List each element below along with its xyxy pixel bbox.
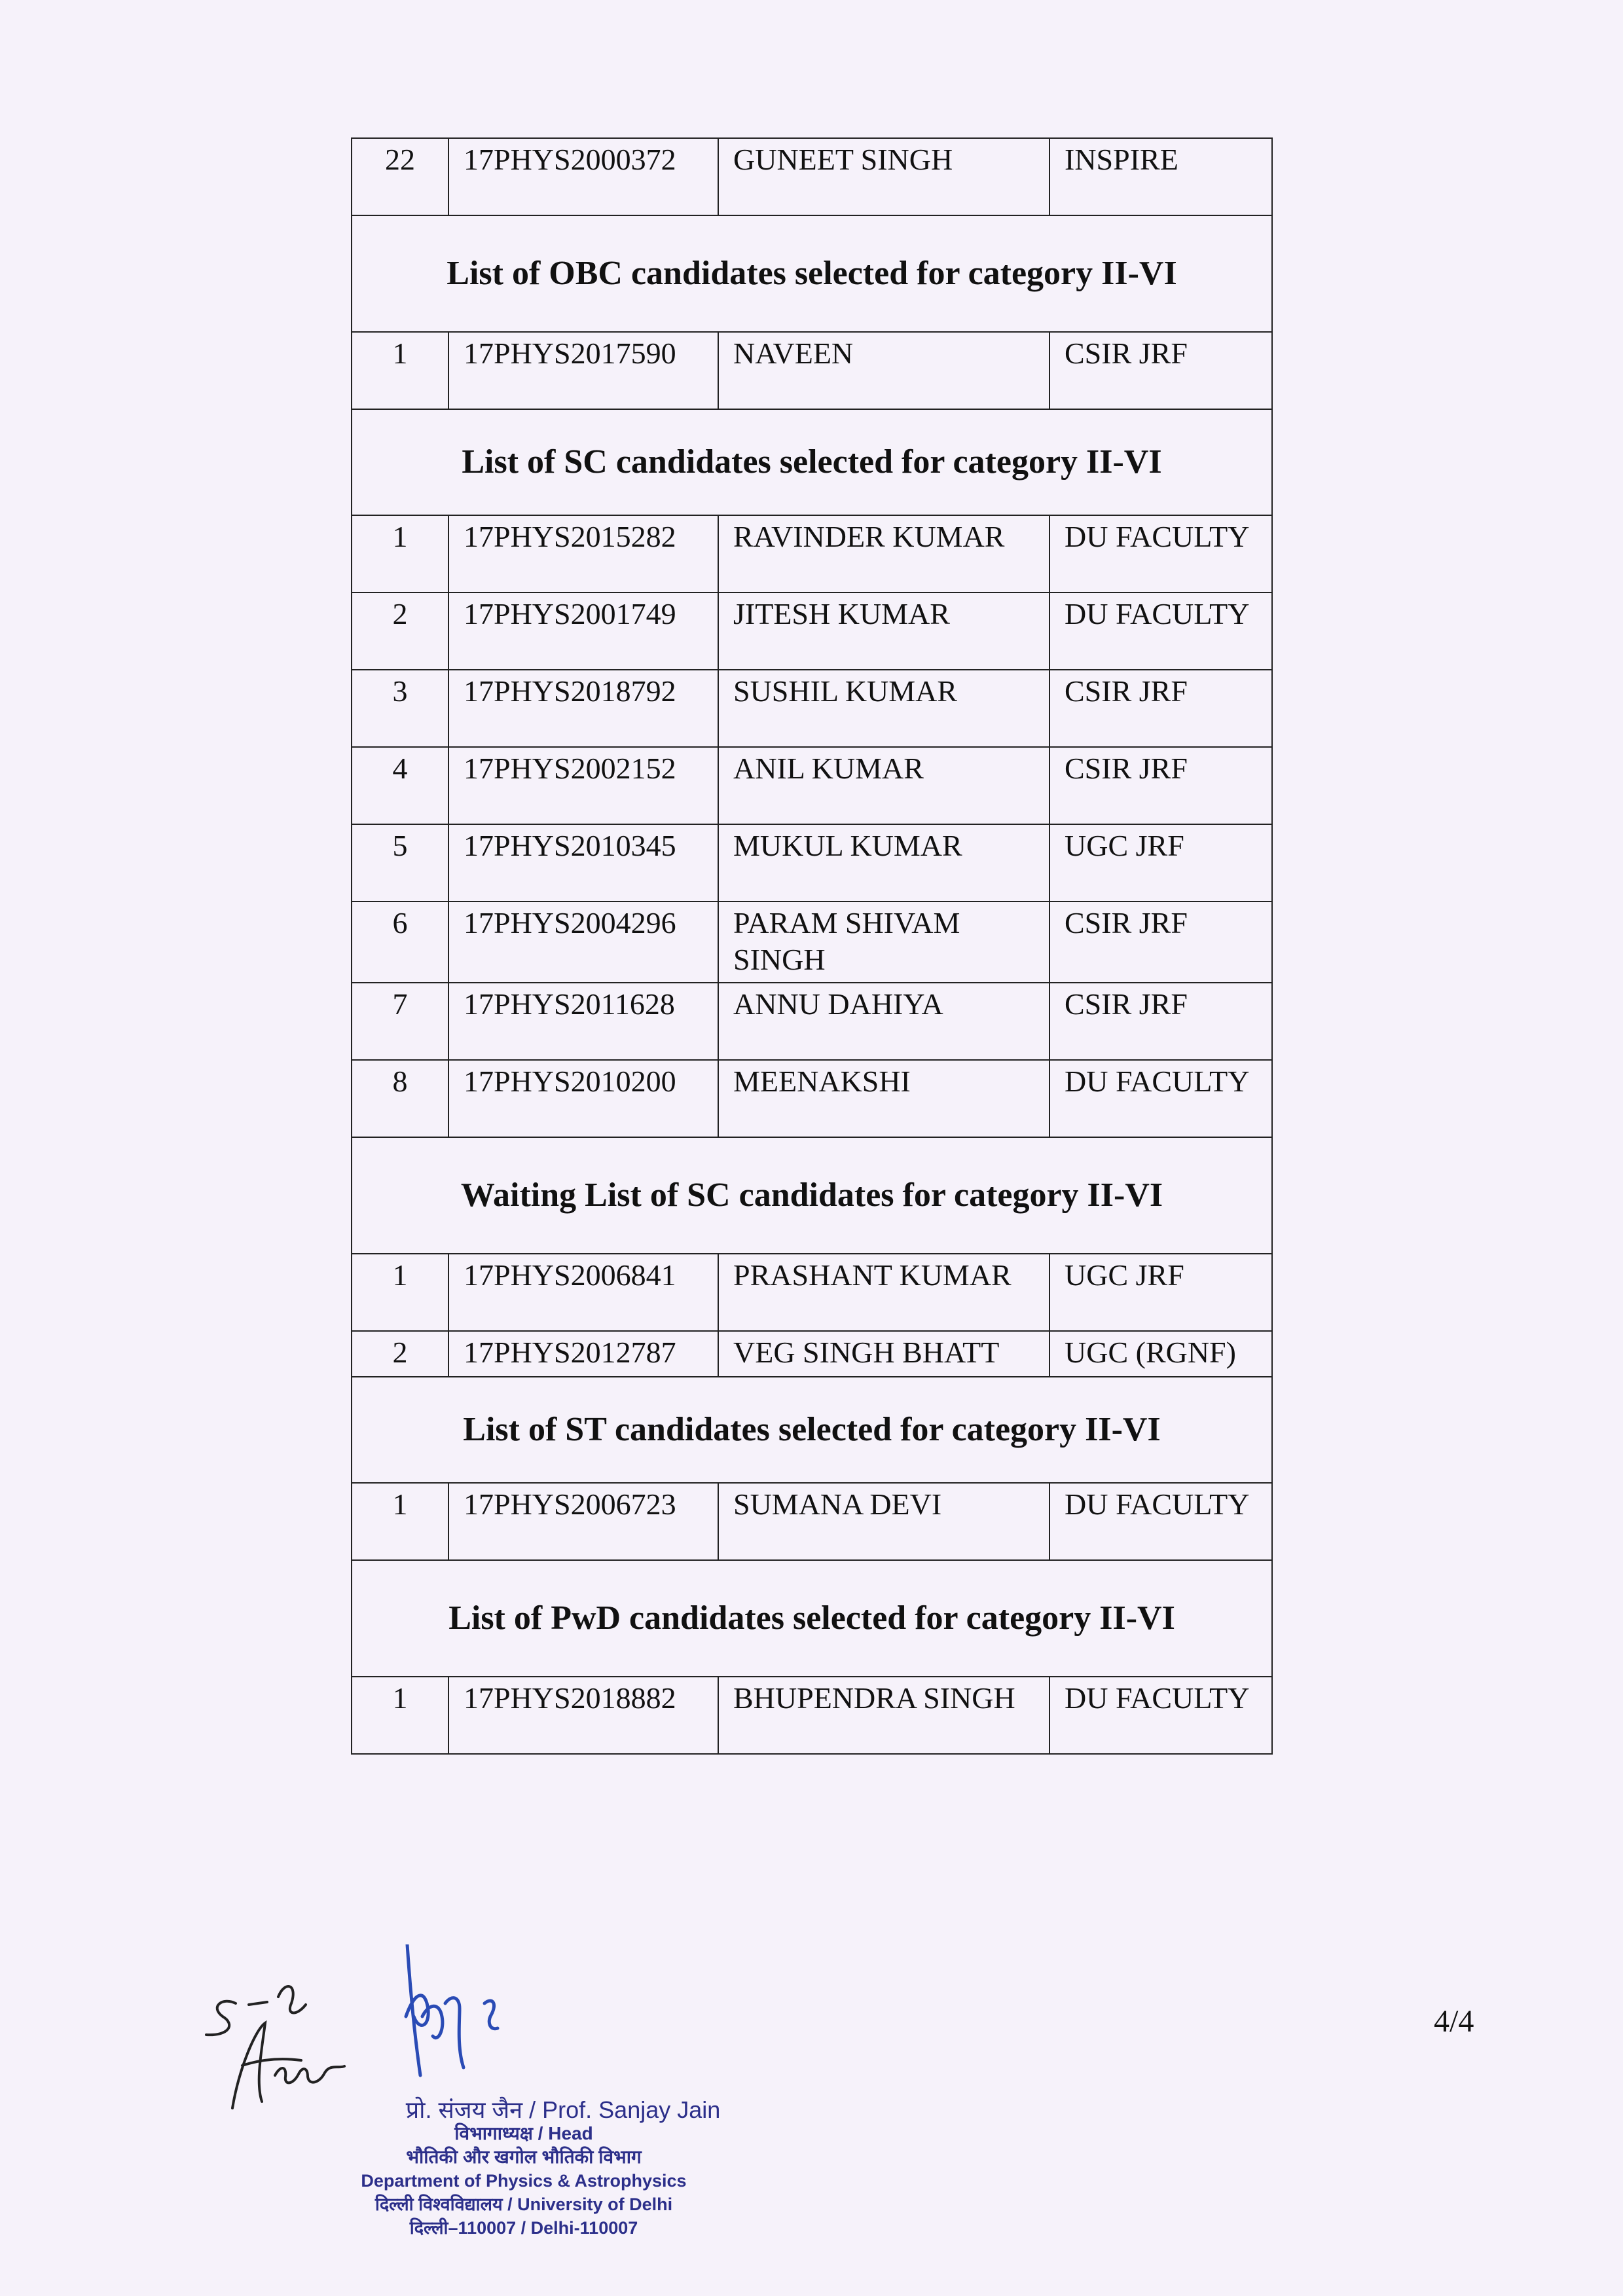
stamp-department: Department of Physics & Astrophysics [361,2171,687,2191]
table-row [352,983,1272,1060]
fellowship-category: CSIR JRF [1049,332,1272,409]
serial-number: 2 [352,592,448,670]
registration-number: 17PHYS2001749 [448,592,718,670]
candidate-name: GUNEET SINGH [718,138,1049,215]
serial-number: 6 [352,902,448,983]
stamp-designation: विभागाध्यक्ष / Head [454,2123,593,2143]
registration-number: 17PHYS2011628 [448,983,718,1060]
fellowship-category: DU FACULTY [1049,1060,1272,1137]
table-row [352,332,1272,409]
candidate-name: ANNU DAHIYA [718,983,1049,1060]
serial-number: 1 [352,515,448,592]
table-row [352,824,1272,902]
candidate-name: RAVINDER KUMAR [718,515,1049,592]
fellowship-category: CSIR JRF [1049,983,1272,1060]
official-stamp [308,2098,740,2240]
section-heading-sc-waiting: Waiting List of SC candidates for category II-VI [352,1137,1272,1254]
serial-number: 1 [352,332,448,409]
section-heading-st: List of ST candidates selected for category II-VI [352,1377,1272,1483]
serial-number: 7 [352,983,448,1060]
fellowship-category: UGC JRF [1049,824,1272,902]
table-row [352,1254,1272,1331]
candidate-name: SUSHIL KUMAR [718,670,1049,747]
registration-number: 17PHYS2002152 [448,747,718,824]
fellowship-category: DU FACULTY [1049,1677,1272,1754]
section-heading-row [352,409,1272,515]
fellowship-category: UGC JRF [1049,1254,1272,1331]
registration-number: 17PHYS2010345 [448,824,718,902]
fellowship-category: CSIR JRF [1049,902,1272,983]
fellowship-category: DU FACULTY [1049,515,1272,592]
signature-head [406,1944,498,2075]
section-heading-obc: List of OBC candidates selected for category II-VI [352,215,1272,332]
page-number: 4/4 [1434,2004,1474,2039]
table-row [352,1331,1272,1377]
signature-initials [206,1986,344,2108]
table-row [352,592,1272,670]
candidate-name: MEENAKSHI [718,1060,1049,1137]
table-row [352,1677,1272,1754]
serial-number: 2 [352,1331,448,1377]
serial-number: 1 [352,1254,448,1331]
section-heading-sc: List of SC candidates selected for category II-VI [352,409,1272,515]
registration-number: 17PHYS2006841 [448,1254,718,1331]
section-heading-row [352,1137,1272,1254]
fellowship-category: CSIR JRF [1049,670,1272,747]
serial-number: 4 [352,747,448,824]
fellowship-category: UGC (RGNF) [1049,1331,1272,1377]
serial-number: 1 [352,1483,448,1560]
table-row [352,670,1272,747]
table-row [352,902,1272,983]
candidate-name: BHUPENDRA SINGH [718,1677,1049,1754]
stamp-address: दिल्ली–110007 / Delhi-110007 [409,2218,638,2238]
section-heading-row [352,1377,1272,1483]
section-heading-row [352,215,1272,332]
serial-number: 5 [352,824,448,902]
candidate-name: MUKUL KUMAR [718,824,1049,902]
registration-number: 17PHYS2017590 [448,332,718,409]
candidate-name: NAVEEN [718,332,1049,409]
registration-number: 17PHYS2010200 [448,1060,718,1137]
serial-number: 8 [352,1060,448,1137]
registration-number: 17PHYS2004296 [448,902,718,983]
fellowship-category: DU FACULTY [1049,592,1272,670]
fellowship-category: DU FACULTY [1049,1483,1272,1560]
candidates-table [351,137,1273,1755]
fellowship-category: INSPIRE [1049,138,1272,215]
registration-number: 17PHYS2018882 [448,1677,718,1754]
candidate-name: VEG SINGH BHATT [718,1331,1049,1377]
candidate-name: SUMANA DEVI [718,1483,1049,1560]
serial-number: 3 [352,670,448,747]
table-row [352,1060,1272,1137]
registration-number: 17PHYS2006723 [448,1483,718,1560]
table-row [352,515,1272,592]
section-heading-pwd: List of PwD candidates selected for category II-VI [352,1560,1272,1677]
table-row [352,1483,1272,1560]
serial-number: 22 [352,138,448,215]
stamp-department-hindi: भौतिकी और खगोल भौतिकी विभाग [406,2147,642,2167]
registration-number: 17PHYS2015282 [448,515,718,592]
candidate-name: PARAM SHIVAM SINGH [718,902,1049,983]
candidate-name: PRASHANT KUMAR [718,1254,1049,1331]
candidate-name: ANIL KUMAR [718,747,1049,824]
table-row [352,747,1272,824]
table-row [352,138,1272,215]
registration-number: 17PHYS2018792 [448,670,718,747]
serial-number: 1 [352,1677,448,1754]
stamp-name: प्रो. संजय जैन / Prof. Sanjay Jain [405,2096,721,2123]
candidate-name: JITESH KUMAR [718,592,1049,670]
section-heading-row [352,1560,1272,1677]
registration-number: 17PHYS2012787 [448,1331,718,1377]
stamp-university: दिल्ली विश्वविद्यालय / University of Delhi [374,2195,673,2214]
registration-number: 17PHYS2000372 [448,138,718,215]
fellowship-category: CSIR JRF [1049,747,1272,824]
